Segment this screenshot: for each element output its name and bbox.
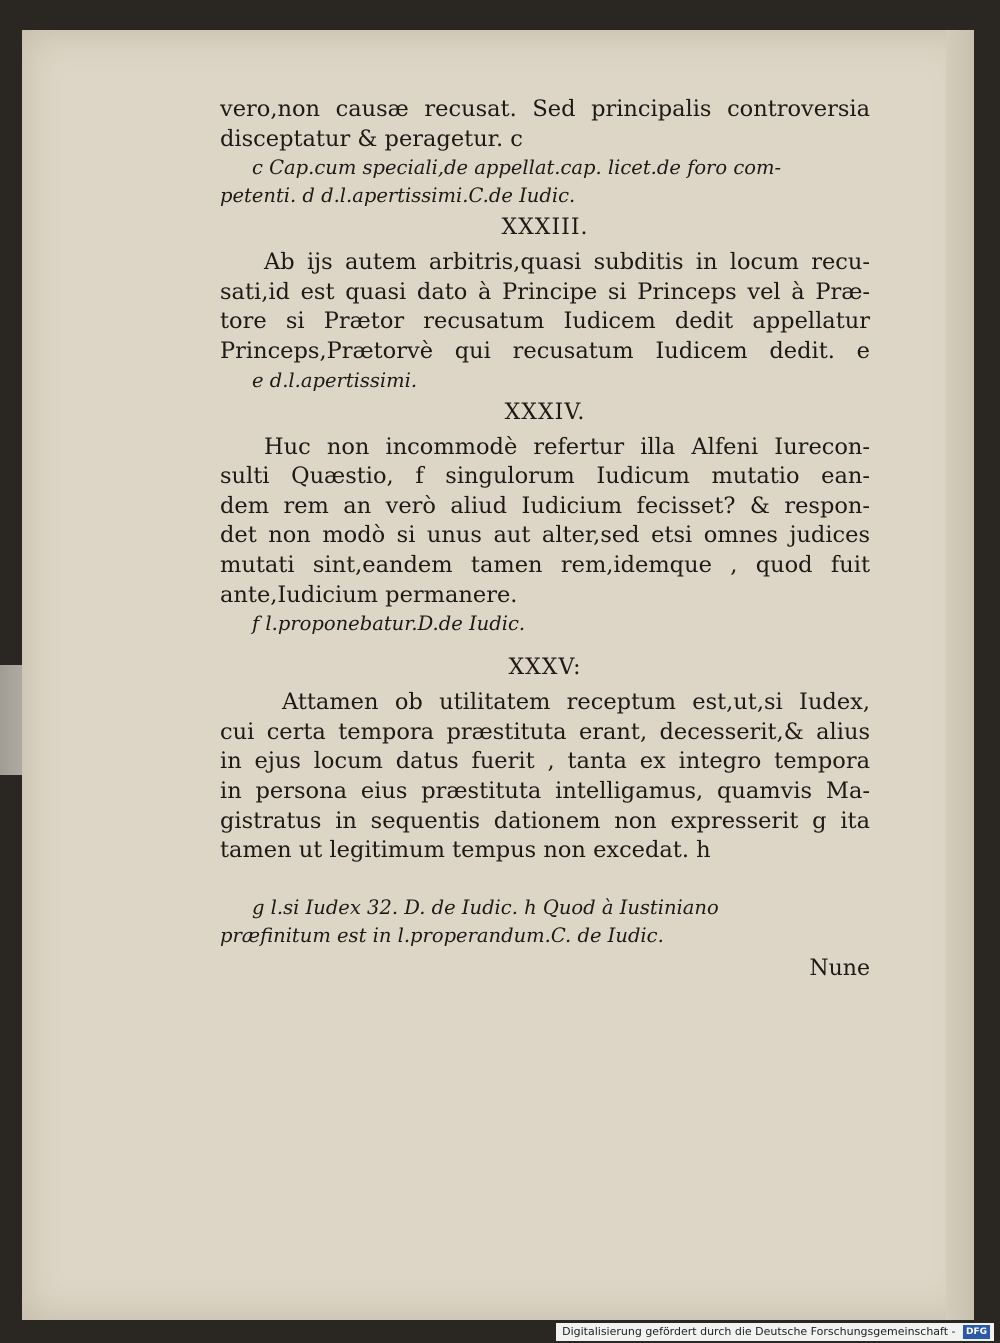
footnote-c: c Cap.cum speciali,de appellat.cap. licet.de foro com- [252,156,782,180]
text-line: dem rem an verò aliud Iudicium fecisset? & respon- [220,492,870,519]
text-line: tamen ut legitimum tempus non excedat. h [220,837,711,864]
footnote-gh-cont: præfinitum est in l.properandum.C. de Iudic. [220,923,664,947]
text-line: Ab ijs autem arbitris,quasi subditis in locum recu- [264,249,870,276]
footnote-f: f l.proponebatur.D.de Iudic. [252,612,526,636]
footnote-e: e d.l.apertissimi. [252,368,418,392]
text-line: in ejus locum datus fuerit , tanta ex integro tempora [220,748,870,775]
footer-text: Digitalisierung gefördert durch die Deutsche Forschungsgemeinschaft - [562,1325,956,1338]
footnote-c-cont: petenti. d d.l.apertissimi.C.de Iudic. [220,184,576,208]
text-line: Huc non incommodè refertur illa Alfeni Iurecon- [264,433,870,460]
text-line: mutati sint,eandem tamen rem,idemque , quod fuit [220,551,870,578]
section-heading-33: XXXIII. [501,215,589,241]
text-line: sati,id est quasi dato à Principe si Princeps vel à Præ- [220,278,870,305]
dfg-logo: DFG [963,1325,990,1339]
page-edge [946,30,974,1320]
text-line: vero,non causæ recusat. Sed principalis controversia [220,96,870,122]
catchword: Nune [809,955,870,981]
footnote-gh: g l.si Iudex 32. D. de Iudic. h Quod à Iustiniano [252,895,719,919]
text-line: ante,Iudicium permanere. [220,581,518,608]
text-line: det non modò si unus aut alter,sed etsi omnes judices [220,522,870,549]
text-line: Princeps,Prætorvè qui recusatum Iudicem dedit. e [220,337,870,364]
text-line: Attamen ob utilitatem receptum est,ut,si Iudex, [282,689,870,716]
text-line: cui certa tempora præstituta erant, decesserit,& alius [220,718,870,745]
page-text [220,95,870,981]
digitization-footer [556,1323,994,1341]
text-line: disceptatur & peragetur. c [220,125,523,152]
text-line: tore si Prætor recusatum Iudicem dedit appellatur [220,308,870,335]
text-line: gistratus in sequentis dationem non expresserit g ita [220,807,870,834]
text-line: sulti Quæstio, f singulorum Iudicum mutatio ean- [220,463,870,490]
text-line: in persona eius præstituta intelligamus, quamvis Ma- [220,777,870,804]
section-heading-35: XXXV: [508,655,582,681]
section-heading-34: XXXIV. [504,399,586,425]
